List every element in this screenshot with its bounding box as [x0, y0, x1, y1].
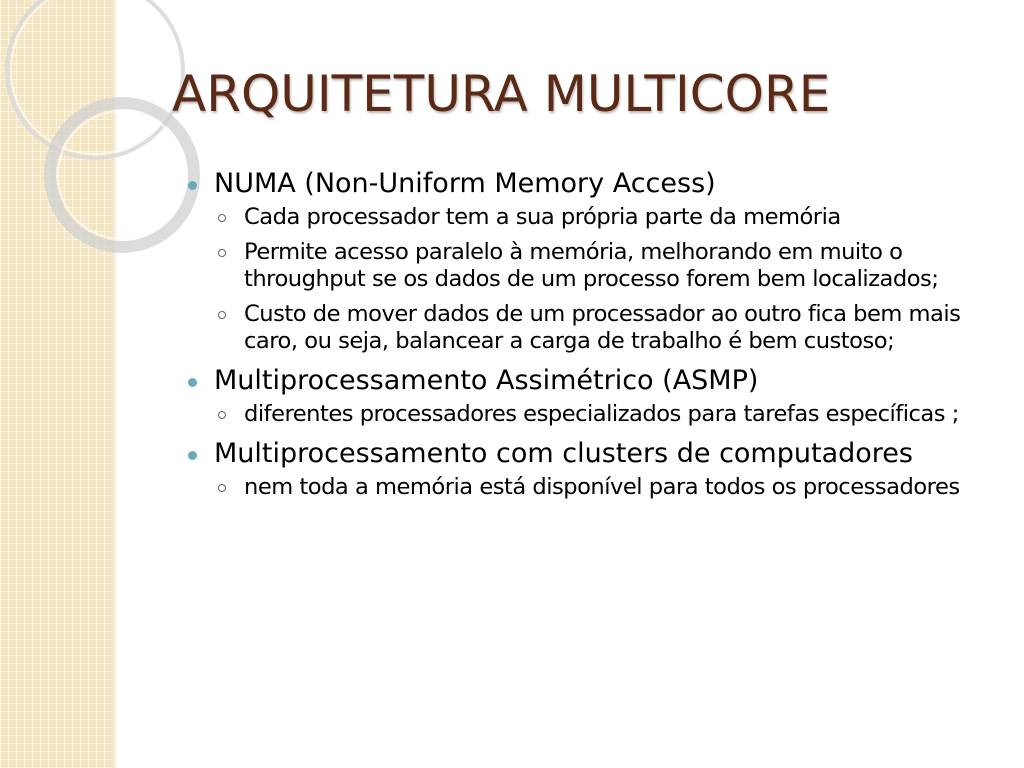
sub-bullet-item	[218, 301, 1008, 355]
ring-top	[7, 0, 183, 158]
bullet-dot-icon	[188, 451, 197, 460]
bullet-text: NUMA (Non-Uniform Memory Access)	[214, 168, 716, 199]
slide-content	[188, 164, 1008, 509]
slide-title: ARQUITETURA MULTICORE	[172, 65, 831, 123]
ring-middle-inner	[58, 111, 186, 239]
sub-bullet-text: Custo de mover dados de um processador ao outro fica bem mais caro, ou seja, balancear a carga de trabalho é bem custoso;	[244, 301, 961, 354]
sub-bullet-item	[218, 239, 1008, 293]
bullet-text: Multiprocessamento com clusters de computadores	[214, 438, 913, 469]
clusters-subitems	[218, 474, 1008, 501]
sub-bullet-item	[218, 204, 1008, 231]
sub-bullet-ring-icon	[218, 411, 226, 419]
asmp-subitems	[218, 401, 1008, 428]
bullet-numa	[188, 166, 1008, 202]
sub-bullet-item	[218, 474, 1008, 501]
sub-bullet-ring-icon	[218, 214, 226, 222]
ring-top-inner	[11, 0, 179, 154]
bullet-dot-icon	[188, 378, 197, 387]
sub-bullet-text: nem toda a memória está disponível para todos os processadores	[244, 474, 960, 500]
bullet-text: Multiprocessamento Assimétrico (ASMP)	[214, 365, 759, 396]
sub-bullet-ring-icon	[218, 249, 226, 257]
sub-bullet-ring-icon	[218, 311, 226, 319]
bullet-clusters	[188, 436, 1008, 472]
bullet-asmp	[188, 363, 1008, 399]
decorative-rings	[0, 0, 200, 260]
sub-bullet-text: Permite acesso paralelo à memória, melhorando em muito o throughput se os dados de um processo forem bem localizados;	[244, 239, 939, 292]
numa-subitems	[218, 204, 1008, 355]
sub-bullet-text: diferentes processadores especializados para tarefas específicas ;	[244, 401, 959, 427]
sub-bullet-text: Cada processador tem a sua própria parte da memória	[244, 204, 841, 230]
sub-bullet-ring-icon	[218, 484, 226, 492]
bullet-dot-icon	[188, 181, 197, 190]
sub-bullet-item	[218, 401, 1008, 428]
